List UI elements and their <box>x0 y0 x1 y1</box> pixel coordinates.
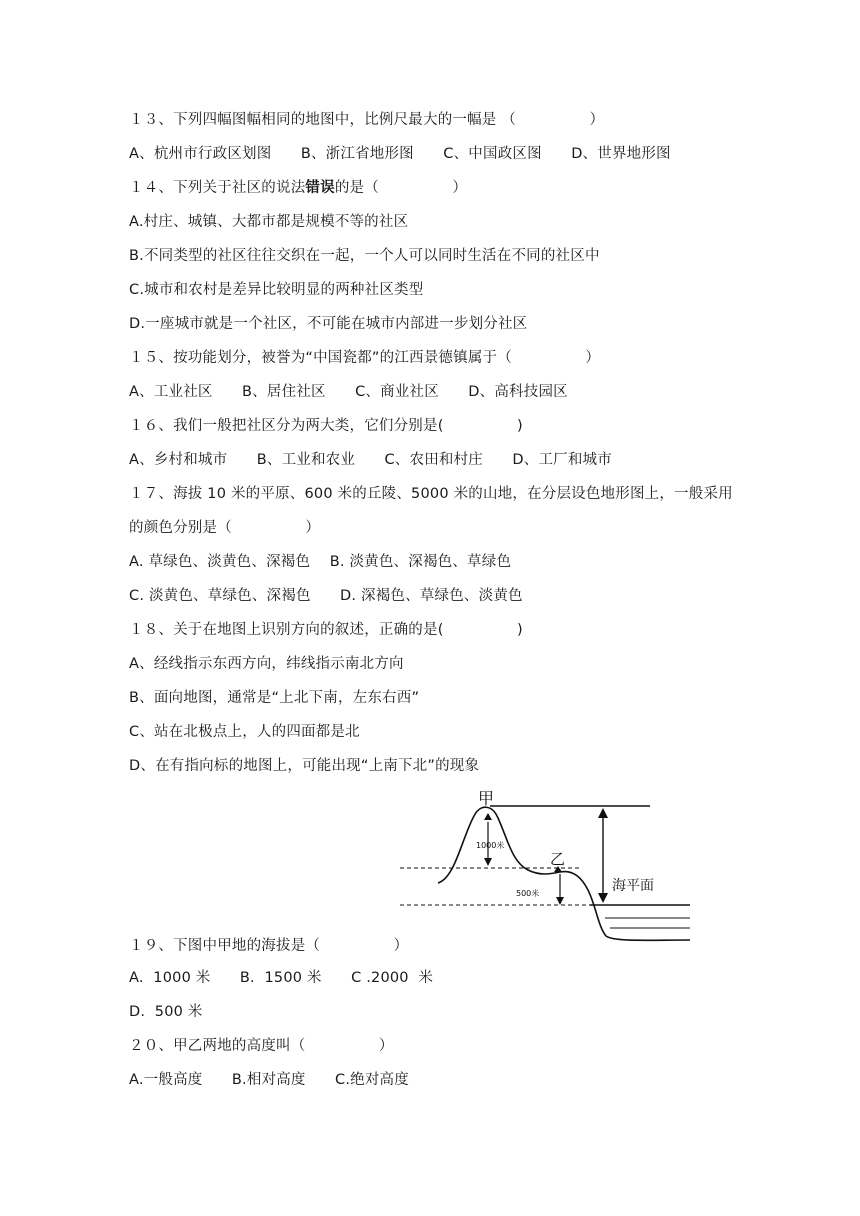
question-13-stem: １３、下列四幅图幅相同的地图中，比例尺最大的一幅是 （ ） <box>129 112 605 128</box>
question-14-stem-bold: 错误 <box>305 180 335 196</box>
question-16-stem: １６、我们一般把社区分为两大类，它们分别是( ) <box>129 418 523 434</box>
question-18-option-d: D、在有指向标的地图上，可能出现“上南下北”的现象 <box>129 758 480 774</box>
question-18-option-c: C、站在北极点上，人的四面都是北 <box>129 724 360 740</box>
peak-a-marker-icon <box>484 813 492 820</box>
question-14-stem <box>129 178 467 198</box>
question-18-option-a: A、经线指示东西方向，纬线指示南北方向 <box>129 656 404 672</box>
peak-b-label: 乙 <box>550 850 566 868</box>
question-14-option-a: A.村庄、城镇、大都市都是规模不等的社区 <box>129 214 409 230</box>
peak-a-label: 甲 <box>478 789 495 808</box>
question-17-options-cd: C. 淡黄色、草绿色、深褐色 D. 深褐色、草绿色、淡黄色 <box>129 588 523 604</box>
question-19-stem: １９、下图中甲地的海拔是（ ） <box>129 938 409 954</box>
elevation-diagram-svg <box>400 778 696 958</box>
question-20-options: A.一般高度 B.相对高度 C.绝对高度 <box>129 1072 409 1088</box>
arrow-total-down-icon <box>598 893 608 903</box>
question-14-stem-after: 的是（ ） <box>334 180 468 196</box>
arrow-500-head-icon <box>556 897 564 905</box>
label-1000m: 1000米 <box>476 841 505 850</box>
terrain-profile <box>438 807 690 940</box>
question-17-stem-line2: 的颜色分别是（ ） <box>129 520 321 536</box>
sea-level-label: 海平面 <box>612 878 654 894</box>
question-13-options: A、杭州市行政区划图 B、浙江省地形图 C、中国政区图 D、世界地形图 <box>129 146 671 162</box>
question-17-options-ab: A. 草绿色、淡黄色、深褐色 B. 淡黄色、深褐色、草绿色 <box>129 554 512 570</box>
question-15-options: A、工业社区 B、居住社区 C、商业社区 D、高科技园区 <box>129 384 568 400</box>
label-500m: 500米 <box>516 889 540 898</box>
question-20-stem: ２０、甲乙两地的高度叫（ ） <box>129 1038 394 1054</box>
question-15-stem: １５、按功能划分，被誉为“中国瓷都”的江西景德镇属于（ ） <box>129 350 601 366</box>
question-14-option-c: C.城市和农村是差异比较明显的两种社区类型 <box>129 282 424 298</box>
question-18-option-b: B、面向地图，通常是“上北下南，左东右西” <box>129 690 420 706</box>
question-18-stem: １８、关于在地图上识别方向的叙述，正确的是( ) <box>129 622 523 638</box>
question-14-option-d: D.一座城市就是一个社区，不可能在城市内部进一步划分社区 <box>129 316 528 332</box>
arrow-1000-head-icon <box>484 858 492 866</box>
question-17-stem-line1: １７、海拔 10 米的平原、600 米的丘陵、5000 米的山地，在分层设色地形图上，一般采用 <box>129 486 733 502</box>
question-14-stem-before: １４、下列关于社区的说法 <box>129 180 306 196</box>
arrow-total-up-icon <box>598 808 608 818</box>
question-14-option-b: B.不同类型的社区往往交织在一起，一个人可以同时生活在不同的社区中 <box>129 248 600 264</box>
question-16-options: A、乡村和城市 B、工业和农业 C、农田和村庄 D、工厂和城市 <box>129 452 612 468</box>
question-19-options-abc: A. 1000 米 B. 1500 米 C .2000 米 <box>129 970 434 986</box>
question-19-option-d: D. 500 米 <box>129 1004 203 1020</box>
elevation-diagram <box>400 778 696 958</box>
